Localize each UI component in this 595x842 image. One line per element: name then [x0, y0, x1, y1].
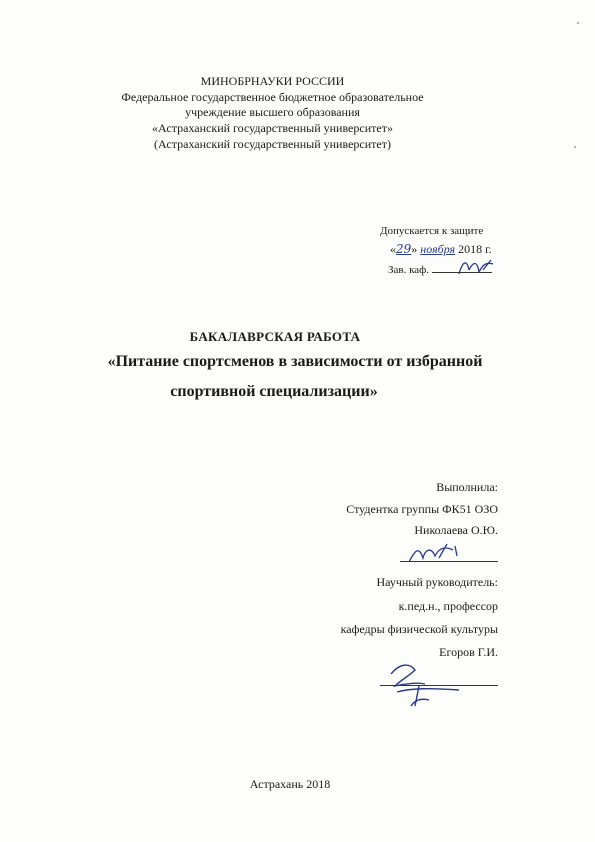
author-signature [405, 540, 465, 568]
date-month: ноября [420, 242, 456, 256]
thesis-title-line1: «Питание спортсменов в зависимости от избранной [107, 353, 483, 370]
date-year: 2018 г. [458, 242, 492, 256]
supervisor-department: кафедры физической культуры [340, 622, 498, 636]
institution-type: Федеральное государственное бюджетное образовательное [121, 90, 424, 104]
author-label: Выполнила: [436, 480, 498, 494]
ministry-name: МИНОБРНАУКИ РОССИИ [200, 74, 345, 88]
date-day: 29 [396, 242, 412, 256]
author-group: Студентка группы ФК51 ОЗО [346, 502, 498, 516]
approval-date: «29» ноября 2018 г. [390, 242, 492, 256]
work-type: БАКАЛАВРСКАЯ РАБОТА [189, 329, 361, 344]
supervisor-name: Егоров Г.И. [439, 645, 498, 659]
university-name: «Астраханский государственный университет» [152, 121, 393, 135]
thesis-title-line2: спортивной специализации» [170, 383, 378, 400]
author-name: Николаева О.Ю. [414, 523, 498, 537]
scan-speck [577, 22, 579, 24]
university-short-name: (Астраханский государственный университет) [154, 137, 391, 151]
supervisor-label: Научный руководитель: [376, 575, 498, 589]
scan-speck [574, 146, 576, 148]
head-of-department: Зав. каф. [388, 262, 492, 277]
supervisor-signature [385, 660, 475, 712]
city-year: Астрахань 2018 [249, 777, 331, 791]
supervisor-degree: к.пед.н., профессор [398, 599, 498, 613]
institution-subtype: учреждение высшего образования [185, 105, 360, 119]
admitted-label: Допускается к защите [380, 225, 484, 237]
head-signature [455, 256, 500, 278]
